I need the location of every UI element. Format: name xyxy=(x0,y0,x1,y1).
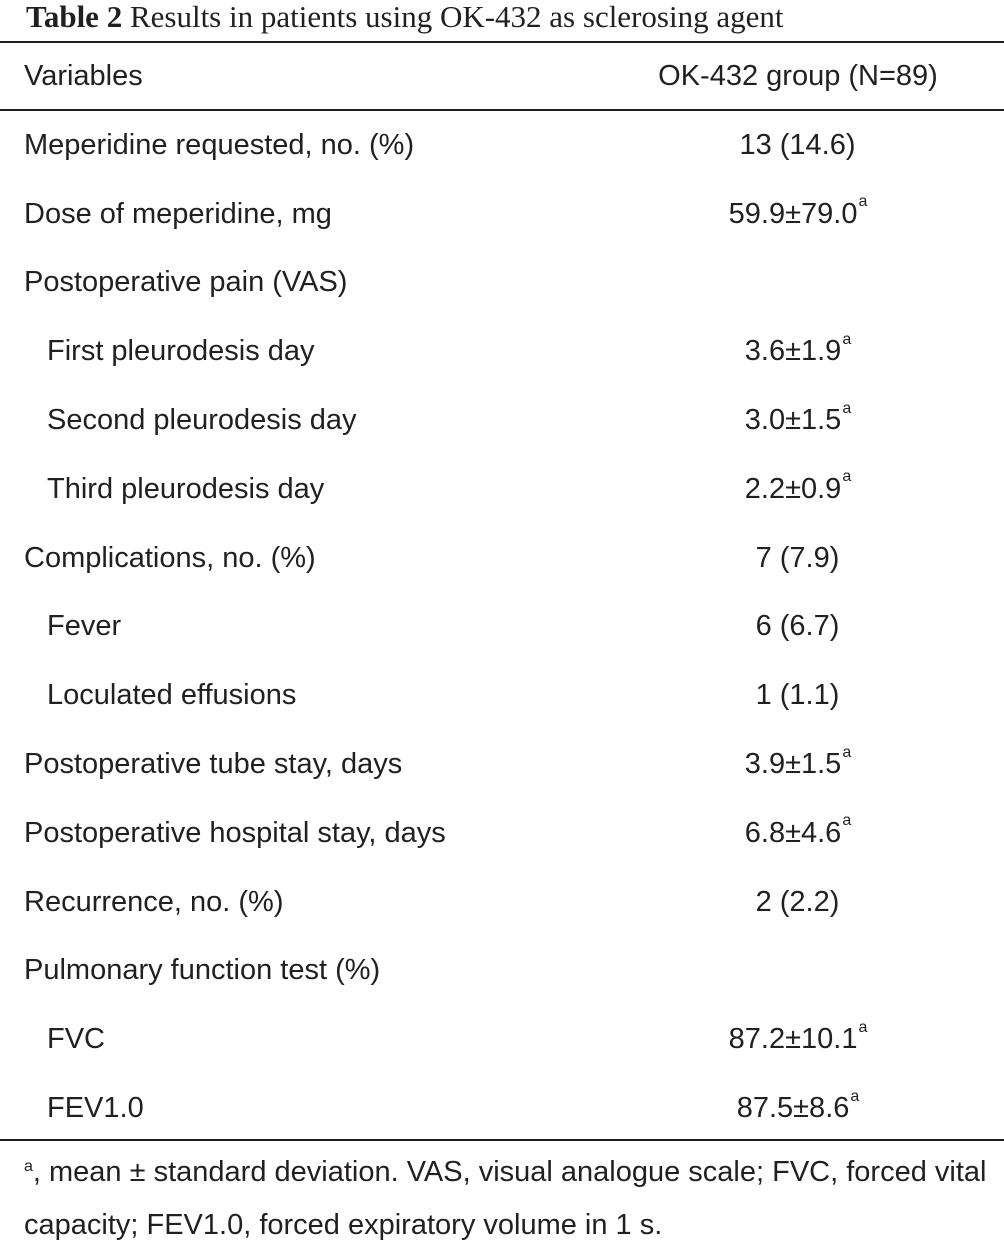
row-label: FVC xyxy=(47,1023,105,1056)
row-value: 3.0±1.5 $^a$ xyxy=(744,399,852,437)
table-row xyxy=(0,249,1004,318)
table-row xyxy=(0,1074,1004,1143)
row-value: 59.9±79.0 $^a$ xyxy=(728,193,868,230)
row-label: Fever xyxy=(47,610,122,643)
row-value: 1 (1.1) xyxy=(755,679,840,712)
row-value xyxy=(590,937,1004,1006)
row-value: 3.6±1.9 $^a$ xyxy=(744,330,852,368)
row-label: Loculated effusions xyxy=(47,679,297,712)
table-header xyxy=(0,43,1004,109)
table-row xyxy=(0,937,1004,1006)
row-label: Third pleurodesis day xyxy=(47,472,325,505)
row-value: 6 (6.7) xyxy=(755,610,840,643)
table-caption: Results in patients using OK-432 as sclerosing agent xyxy=(129,0,784,34)
table-row xyxy=(0,730,1004,799)
table-row xyxy=(0,524,1004,593)
row-label: Postoperative tube stay, days xyxy=(24,748,403,781)
table-row xyxy=(0,868,1004,937)
row-label: Dose of meperidine, mg xyxy=(24,197,332,230)
bottom-rule xyxy=(0,1139,1004,1141)
table-row xyxy=(0,180,1004,249)
row-label: FEV1.0 xyxy=(47,1092,144,1125)
table-row xyxy=(0,661,1004,730)
row-value: 2 (2.2) xyxy=(755,885,840,918)
table-footnote xyxy=(24,1148,994,1249)
row-label: Postoperative pain (VAS) xyxy=(24,266,348,299)
row-label: First pleurodesis day xyxy=(47,335,315,368)
header-group: OK-432 group (N=89) xyxy=(658,59,938,92)
table-row xyxy=(0,1005,1004,1074)
row-label: Recurrence, no. (%) xyxy=(24,885,284,918)
footnote-text: , mean ± standard deviation. VAS, visual analogue scale; FVC, forced vital capacity; FEV1.0, forced expiratory volume in 1 s. xyxy=(24,1156,987,1241)
row-value xyxy=(590,249,1004,318)
row-label: Second pleurodesis day xyxy=(47,404,357,437)
table-row xyxy=(0,111,1004,180)
row-value: 7 (7.9) xyxy=(755,541,840,574)
row-value: 13 (14.6) xyxy=(739,128,856,161)
row-label: Meperidine requested, no. (%) xyxy=(24,128,415,161)
table-title xyxy=(26,0,783,40)
table-row xyxy=(0,799,1004,868)
header-variables: Variables xyxy=(24,59,143,92)
row-label: Postoperative hospital stay, days xyxy=(24,816,446,849)
table-row xyxy=(0,455,1004,524)
row-label: Pulmonary function test (%) xyxy=(24,954,381,987)
row-value: 2.2±0.9 $^a$ xyxy=(744,468,852,505)
row-label: Complications, no. (%) xyxy=(24,541,316,574)
table-row xyxy=(0,317,1004,386)
row-value: 87.5±8.6 $^a$ xyxy=(736,1087,860,1125)
row-value: 87.2±10.1 $^a$ xyxy=(728,1018,868,1056)
row-value: 3.9±1.5 $^a$ xyxy=(744,743,852,781)
table-row xyxy=(0,386,1004,455)
footnote-marker: a xyxy=(24,1158,33,1175)
table-number: Table 2 xyxy=(26,0,123,34)
table-row xyxy=(0,593,1004,662)
row-value: 6.8±4.6 $^a$ xyxy=(744,812,852,849)
